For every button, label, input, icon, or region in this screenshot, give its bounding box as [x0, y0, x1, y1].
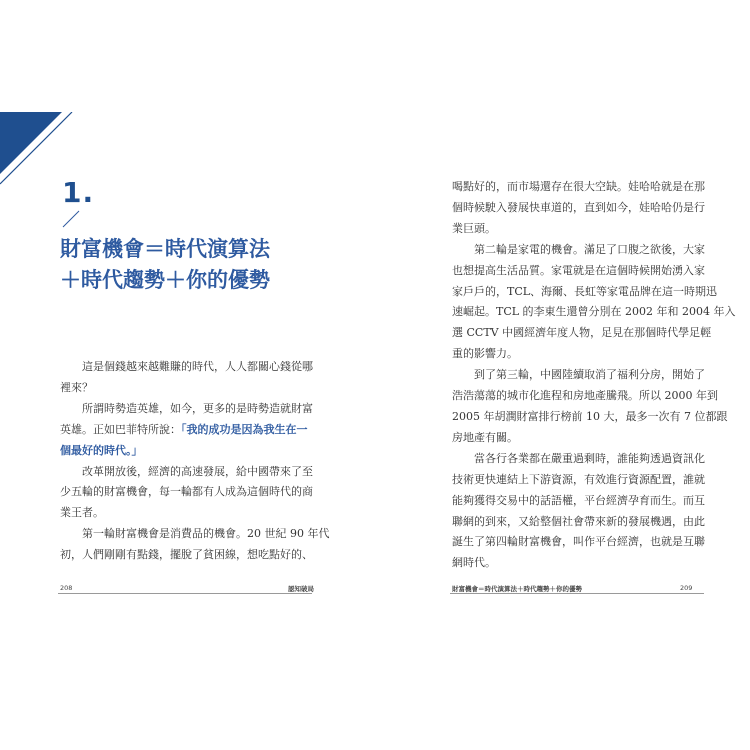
text-line: 速崛起。TCL 的李東生還曾分別在 2002 年和 2004 年入: [452, 305, 736, 319]
text-line: 聯網的到來，又給整個社會帶來新的發展機遇，由此: [452, 514, 705, 528]
chapter-title-line-2: ＋時代趨勢＋你的優勢: [60, 268, 270, 292]
chapter-number: 1.: [62, 176, 95, 209]
footer-page-number-left: 208: [60, 584, 73, 592]
text-line: 也想提高生活品質。家電就是在這個時候開始湧入家: [452, 263, 705, 277]
text-line: 第一輪財富機會是消費品的機會。20 世紀 90 年代: [60, 527, 330, 541]
left-body-text: [60, 357, 330, 566]
text-fragment: 英雄。正如巴菲特所說：: [60, 422, 181, 436]
text-line: 業王者。: [60, 506, 104, 520]
text-line: 第二輪是家電的機會。滿足了口腹之欲後，大家: [452, 242, 705, 256]
text-line: 這是個錢越來越難賺的時代，人人都關心錢從哪: [60, 360, 313, 373]
text-line: 技術更快連結上下游資源，有效進行資源配置，誰就: [452, 472, 705, 486]
text-line: 房地產有關。: [452, 430, 518, 444]
text-line: 喝點好的，而市場還存在很大空缺。娃哈哈就是在那: [452, 180, 705, 193]
quote-line: 個最好的時代。」: [60, 443, 143, 457]
text-line: 浩浩蕩蕩的城市化進程和房地產騰飛。所以 2000 年到: [452, 389, 718, 403]
text-line-with-quote: [60, 420, 308, 441]
text-line: 少五輪的財富機會，每一輪都有人成為這個時代的商: [60, 485, 313, 499]
chapter-slash-decoration: [62, 210, 82, 228]
text-line: 個時候駛入發展快車道的，直到如今，娃哈哈仍是行: [452, 200, 705, 214]
footer-book-title: 認知破局: [288, 585, 314, 593]
footer-rule-right: [450, 593, 704, 594]
text-line: 選 CCTV 中國經濟年度人物，足見在那個時代學足輕: [452, 326, 712, 340]
text-line: 業巨頭。: [452, 221, 496, 235]
text-line: 網時代。: [452, 556, 496, 570]
quote-fragment: 「我的成功是因為我生在一: [181, 422, 308, 436]
text-line: 改革開放後，經濟的高速發展，給中國帶來了至: [60, 464, 313, 478]
text-line: 重的影響力。: [452, 347, 518, 361]
text-line: 到了第三輪，中國陸續取消了福利分房，開始了: [452, 368, 705, 382]
text-line: 裡來？: [60, 380, 93, 394]
text-line: 2005 年胡潤財富排行榜前 10 大，最多一次有 7 位都跟: [452, 409, 728, 423]
footer-page-number-right: 209: [680, 584, 693, 592]
text-line: 家戶戶的，TCL、海爾、長虹等家電品牌在這一時期迅: [452, 284, 718, 298]
text-line: 誕生了第四輪財富機會，叫作平台經濟，也就是互聯: [452, 535, 705, 549]
text-line: 當各行各業都在嚴重過剩時，誰能夠透過資訊化: [452, 451, 705, 465]
chapter-title: [60, 234, 320, 296]
chapter-title-line-1: 財富機會＝時代演算法: [60, 237, 270, 261]
right-body-text: [452, 177, 736, 574]
text-line: 初，人們剛剛有點錢，擺脫了貧困線，想吃點好的、: [60, 548, 313, 562]
text-line: 所謂時勢造英雄，如今，更多的是時勢造就財富: [60, 401, 313, 415]
footer-rule-left: [58, 593, 312, 594]
footer-chapter-title: 財富機會＝時代演算法＋時代趨勢＋你的優勢: [452, 585, 582, 593]
text-line: 能夠獲得交易中的話語權，平台經濟孕育而生。而互: [452, 493, 705, 507]
